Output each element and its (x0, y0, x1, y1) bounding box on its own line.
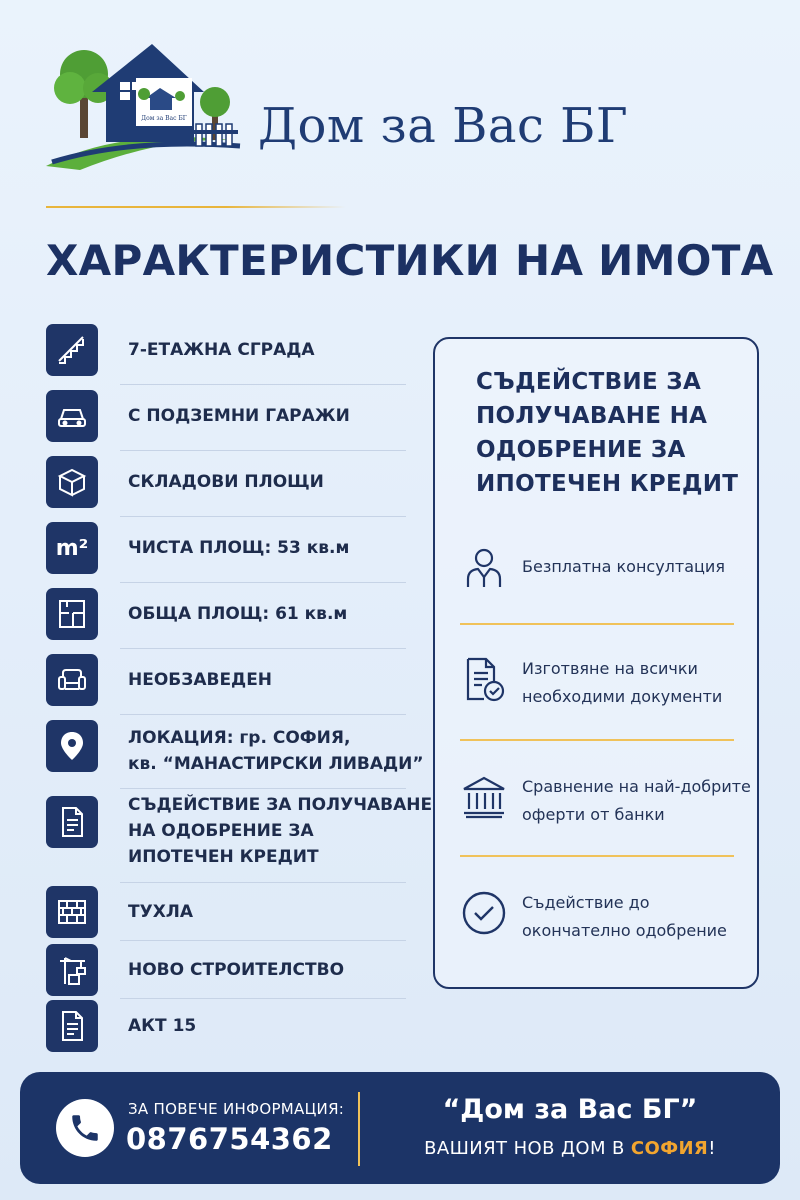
feature-divider (120, 998, 406, 999)
certificate-icon (46, 1000, 98, 1052)
footer-brand: “Дом за Вас БГ” (442, 1094, 698, 1125)
feature-divider (120, 450, 406, 451)
brand-logo (40, 26, 260, 176)
feature-divider (120, 648, 406, 649)
feature-divider (120, 788, 406, 789)
square-meter-icon (46, 522, 98, 574)
feature-label: ТУХЛА (128, 902, 194, 922)
service-label: Безплатна консултация (522, 557, 725, 576)
location-pin-icon (46, 720, 98, 772)
bank-icon (460, 773, 508, 821)
feature-divider (120, 582, 406, 583)
service-divider (460, 855, 734, 857)
page-title: ХАРАКТЕРИСТИКИ НА ИМОТА (46, 236, 774, 285)
card-title: СЪДЕЙСТВИЕ ЗА ПОЛУЧАВАНЕ НА ОДОБРЕНИЕ ЗА ИПОТЕЧЕН КРЕДИТ (476, 369, 739, 497)
brick-icon (46, 886, 98, 938)
car-icon (46, 390, 98, 442)
document-icon (46, 796, 98, 848)
check-circle-icon (460, 889, 508, 937)
feature-label: ОБЩА ПЛОЩ: 61 кв.м (128, 604, 348, 624)
feature-divider (120, 516, 406, 517)
mortgage-assistance-card (433, 337, 759, 989)
service-label: Съдействие до окончателно одобрение (522, 893, 727, 940)
contact-info-label: ЗА ПОВЕЧЕ ИНФОРМАЦИЯ: (128, 1100, 345, 1118)
feature-label: ЧИСТА ПЛОЩ: 53 кв.м (128, 538, 350, 558)
feature-label: НОВО СТРОИТЕЛСТВО (128, 960, 345, 980)
documents-check-icon (460, 655, 508, 703)
feature-divider (120, 940, 406, 941)
feature-divider (120, 882, 406, 883)
feature-label: С ПОДЗЕМНИ ГАРАЖИ (128, 406, 350, 426)
box-icon (46, 456, 98, 508)
title-divider (46, 206, 346, 208)
feature-label: СКЛАДОВИ ПЛОЩИ (128, 472, 324, 492)
service-label: Изготвяне на всички необходими документи (522, 659, 723, 706)
square-meter-icon-text: m² (55, 535, 89, 561)
slogan-city: СОФИЯ (630, 1138, 709, 1159)
brand-name: Дом за Вас БГ (258, 98, 629, 154)
phone-number[interactable]: 0876754362 (126, 1122, 333, 1156)
sofa-icon (46, 654, 98, 706)
footer-slogan: ВАШИЯТ НОВ ДОМ В СОФИЯ! (424, 1138, 716, 1159)
service-divider (460, 739, 734, 741)
feature-label: ЛОКАЦИЯ: гр. СОФИЯ, кв. “МАНАСТИРСКИ ЛИВАДИ” (128, 728, 424, 774)
service-divider (460, 623, 734, 625)
logo-badge-text: Дом за Вас БГ (141, 115, 187, 122)
feature-label: АКТ 15 (128, 1016, 197, 1036)
feature-divider (120, 384, 406, 385)
phone-icon[interactable] (56, 1099, 114, 1157)
feature-label: СЪДЕЙСТВИЕ ЗА ПОЛУЧАВАНЕ НА ОДОБРЕНИЕ ЗА ИПОТЕЧЕН КРЕДИТ (128, 795, 433, 867)
crane-icon (46, 944, 98, 996)
feature-label: НЕОБЗАВЕДЕН (128, 670, 273, 690)
feature-label: 7-ЕТАЖНА СГРАДА (128, 340, 315, 360)
stairs-icon (46, 324, 98, 376)
contact-footer (20, 1072, 780, 1184)
feature-divider (120, 714, 406, 715)
consultant-icon (460, 543, 508, 591)
floorplan-icon (46, 588, 98, 640)
service-label: Сравнение на най-добрите оферти от банки (522, 777, 751, 824)
